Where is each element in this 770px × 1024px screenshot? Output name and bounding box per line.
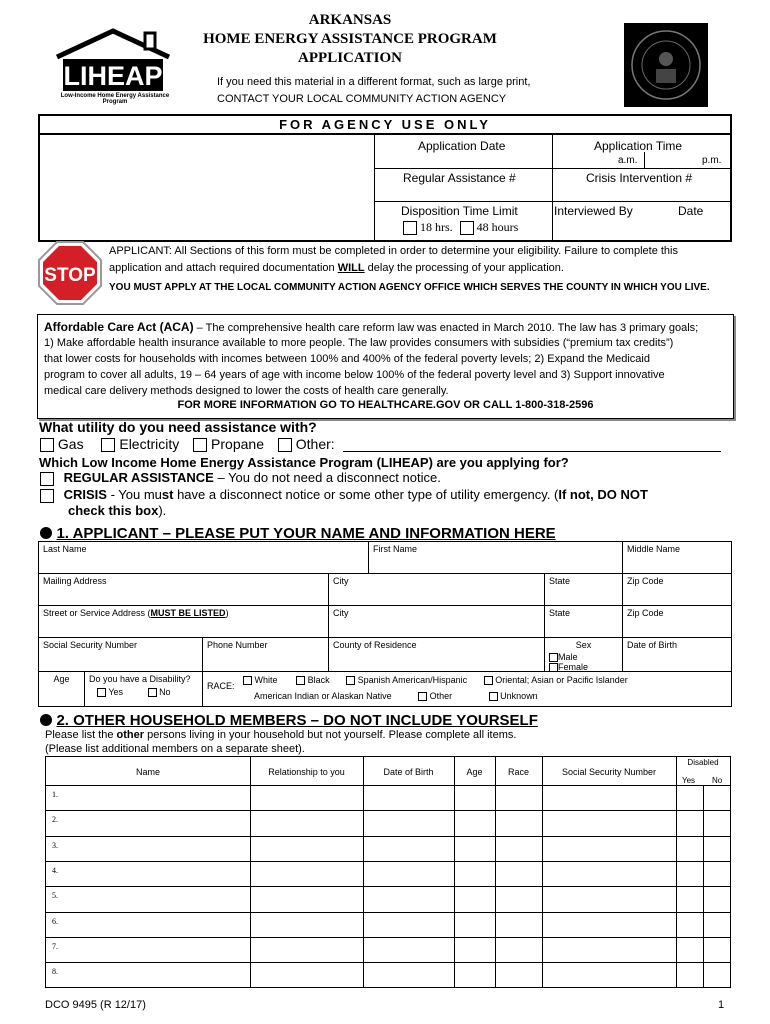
stop-notice-line2: application and attach required documentation WILL delay the processing of your application. xyxy=(109,262,564,274)
title-state: ARKANSAS xyxy=(308,12,392,28)
race-oriental-checkbox[interactable] xyxy=(484,676,493,685)
aca-line-4: program to cover all adults, 19 – 64 years of age with income below 100% of the federal poverty level and 3) Support innovative xyxy=(44,369,665,381)
gas-checkbox[interactable] xyxy=(40,438,54,452)
col-name: Name xyxy=(135,767,160,777)
section-2-title: 2. OTHER HOUSEHOLD MEMBERS – DO NOT INCLUDE YOURSELF xyxy=(56,712,538,729)
application-date-label: Application Date xyxy=(418,139,506,153)
crisis-option: CRISIS - You must have a disconnect notice or some other type of utility emergency. (If not, DO NOT xyxy=(40,487,648,503)
aca-line-1: Affordable Care Act (ACA) – The comprehensive health care reform law was enacted in March 2010. The law has 3 primary goals; xyxy=(44,320,699,334)
regular-assistance-checkbox[interactable] xyxy=(40,472,54,486)
phone-cell[interactable]: Phone Number xyxy=(203,638,329,672)
row-number: 6. xyxy=(52,916,58,926)
street-zip-cell[interactable]: Zip Code xyxy=(623,606,732,638)
row-number: 8. xyxy=(52,967,58,977)
section-2-instruction-1: Please list the other persons living in your household but not yourself. Please complete all items. xyxy=(45,729,517,741)
middle-name-cell[interactable]: Middle Name xyxy=(623,542,732,574)
gas-label: Gas xyxy=(57,436,84,452)
section-2-header xyxy=(40,712,538,730)
liheap-logo xyxy=(53,27,173,105)
row-number: 7. xyxy=(52,941,58,951)
format-note-1: If you need this material in a different format, such as large print, xyxy=(217,76,531,88)
logo-caption: Low-Income Home Energy Assistance Program xyxy=(60,93,170,105)
disposition-options xyxy=(403,220,518,235)
col-ssn: Social Security Number xyxy=(561,767,657,777)
table-row[interactable] xyxy=(46,886,730,887)
row-number: 1. xyxy=(52,790,58,799)
disposition-time-limit-label: Disposition Time Limit xyxy=(401,204,518,218)
race-cell: RACE: White Black Spanish American/Hispanic Oriental; Asian or Pacific Islander American Indian or Alaskan Native Other Unknown xyxy=(203,672,732,707)
applicant-table xyxy=(38,541,732,707)
first-name-cell[interactable]: First Name xyxy=(369,542,623,574)
aca-info-box xyxy=(37,314,734,419)
agency-use-box xyxy=(38,114,732,242)
county-cell[interactable]: County of Residence xyxy=(329,638,545,672)
table-row[interactable] xyxy=(46,912,730,913)
crisis-label: CRISIS xyxy=(63,487,107,502)
male-checkbox[interactable] xyxy=(549,653,558,662)
electricity-label: Electricity xyxy=(119,436,180,452)
race-other-checkbox[interactable] xyxy=(418,692,427,701)
logo-text: LIHEAP xyxy=(63,61,163,91)
col-disabled-no: No xyxy=(712,776,723,785)
aca-line-5: medical care delivery methods designed to lower the costs of health care generally. xyxy=(44,385,449,397)
propane-checkbox[interactable] xyxy=(193,438,207,452)
aca-heading: Affordable Care Act (ACA) xyxy=(44,320,194,334)
dob-cell[interactable]: Date of Birth xyxy=(623,638,732,672)
row-number: 5. xyxy=(52,891,58,901)
interviewed-by-label: Interviewed By xyxy=(554,204,633,218)
am-label: a.m. xyxy=(618,155,638,166)
table-row[interactable] xyxy=(46,785,730,786)
format-note-2: CONTACT YOUR LOCAL COMMUNITY ACTION AGENCY xyxy=(217,93,507,105)
regular-assistance-label: Regular Assistance # xyxy=(403,171,516,185)
title-application: APPLICATION xyxy=(298,50,402,66)
disability-yes-checkbox[interactable] xyxy=(97,688,106,697)
regular-option: REGULAR ASSISTANCE – You do not need a disconnect notice. xyxy=(40,470,441,486)
col-disabled: Disabled xyxy=(687,758,719,767)
state-seal xyxy=(624,23,708,107)
disability-no-checkbox[interactable] xyxy=(148,688,157,697)
regular-assistance-label: REGULAR ASSISTANCE xyxy=(63,470,214,485)
page-number: 1 xyxy=(718,999,725,1011)
street-city-cell[interactable]: City xyxy=(329,606,545,638)
stop-notice-line1: APPLICANT: All Sections of this form must be completed in order to determine your eligibility. Failure to complete this xyxy=(109,245,678,257)
sex-cell: Sex Male Female xyxy=(545,638,623,672)
col-disabled-yes: Yes xyxy=(682,776,696,785)
disability-cell: Do you have a Disability? Yes No xyxy=(85,672,203,707)
last-name-cell[interactable]: Last Name xyxy=(39,542,369,574)
crisis-intervention-label: Crisis Intervention # xyxy=(586,171,693,185)
bullet-icon xyxy=(40,527,52,539)
18-hrs-label: 18 hrs. xyxy=(420,220,453,234)
other-utility-label: Other: xyxy=(295,436,335,452)
section-1-title: 1. APPLICANT – PLEASE PUT YOUR NAME AND INFORMATION HERE xyxy=(56,525,556,542)
household-members-table xyxy=(45,756,731,988)
col-relationship: Relationship to you xyxy=(268,767,345,777)
race-black-checkbox[interactable] xyxy=(296,676,305,685)
mailing-city-cell[interactable]: City xyxy=(329,574,545,606)
section-2-instruction-2: (Please list additional members on a separate sheet). xyxy=(45,743,305,755)
other-utility-checkbox[interactable] xyxy=(278,438,292,452)
table-row[interactable] xyxy=(46,810,730,811)
bullet-icon xyxy=(40,714,52,726)
age-cell[interactable]: Age xyxy=(39,672,85,707)
stop-sign-icon xyxy=(37,240,103,306)
crisis-checkbox[interactable] xyxy=(40,489,54,503)
mailing-state-cell[interactable]: State xyxy=(545,574,623,606)
agency-date-label: Date xyxy=(678,204,704,218)
other-utility-line[interactable] xyxy=(343,451,721,452)
propane-label: Propane xyxy=(211,436,264,452)
mailing-zip-cell[interactable]: Zip Code xyxy=(623,574,732,606)
race-white-checkbox[interactable] xyxy=(243,676,252,685)
table-row[interactable] xyxy=(46,836,730,837)
street-address-cell[interactable]: Street or Service Address (MUST BE LISTED) xyxy=(39,606,329,638)
program-question: Which Low Income Home Energy Assistance Program (LIHEAP) are you applying for? xyxy=(39,455,569,470)
col-race: Race xyxy=(507,767,529,777)
street-state-cell[interactable]: State xyxy=(545,606,623,638)
18-hrs-checkbox[interactable] xyxy=(403,221,417,235)
mailing-address-cell[interactable]: Mailing Address xyxy=(39,574,329,606)
aca-more-info: FOR MORE INFORMATION GO TO HEALTHCARE.GOV OR CALL 1-800-318-2596 xyxy=(177,399,594,411)
pm-label: p.m. xyxy=(702,155,722,166)
aca-line-2: 1) Make affordable health insurance available to more people. The law provides consumers with subsidies (“premium tax credits”) xyxy=(44,337,674,349)
col-age: Age xyxy=(466,767,483,777)
stop-sign-text: STOP xyxy=(44,265,96,286)
race-hispanic-checkbox[interactable] xyxy=(346,676,355,685)
electricity-checkbox[interactable] xyxy=(101,438,115,452)
aca-line-3: that lower costs for households with incomes between 100% and 400% of the federal poverty levels; 2) Expand the Medicaid xyxy=(44,353,650,365)
table-row[interactable] xyxy=(46,937,730,938)
apply-local-office-notice: YOU MUST APPLY AT THE LOCAL COMMUNITY ACTION AGENCY OFFICE WHICH SERVES THE COUNTY IN WHICH YOU LIVE. xyxy=(109,282,710,293)
utility-options xyxy=(40,436,335,452)
form-id: DCO 9495 (R 12/17) xyxy=(45,999,146,1011)
row-number: 3. xyxy=(52,840,58,850)
application-time-label: Application Time xyxy=(594,139,683,153)
crisis-option-cont: check this box). xyxy=(68,503,167,518)
48-hours-checkbox[interactable] xyxy=(460,221,474,235)
48-hours-label: 48 hours xyxy=(476,220,519,234)
col-dob: Date of Birth xyxy=(383,767,434,777)
female-checkbox[interactable] xyxy=(549,663,558,672)
row-number: 2. xyxy=(52,815,58,825)
agency-use-heading: FOR AGENCY USE ONLY xyxy=(40,116,730,135)
stop-sign xyxy=(37,240,103,306)
title-program: HOME ENERGY ASSISTANCE PROGRAM xyxy=(203,31,497,47)
ssn-cell[interactable]: Social Security Number xyxy=(39,638,203,672)
row-number: 4. xyxy=(52,865,58,875)
table-row[interactable] xyxy=(46,861,730,862)
table-row[interactable] xyxy=(46,962,730,963)
race-unknown-checkbox[interactable] xyxy=(489,692,498,701)
will-emphasis: WILL xyxy=(337,262,365,274)
utility-question: What utility do you need assistance with? xyxy=(39,419,317,435)
